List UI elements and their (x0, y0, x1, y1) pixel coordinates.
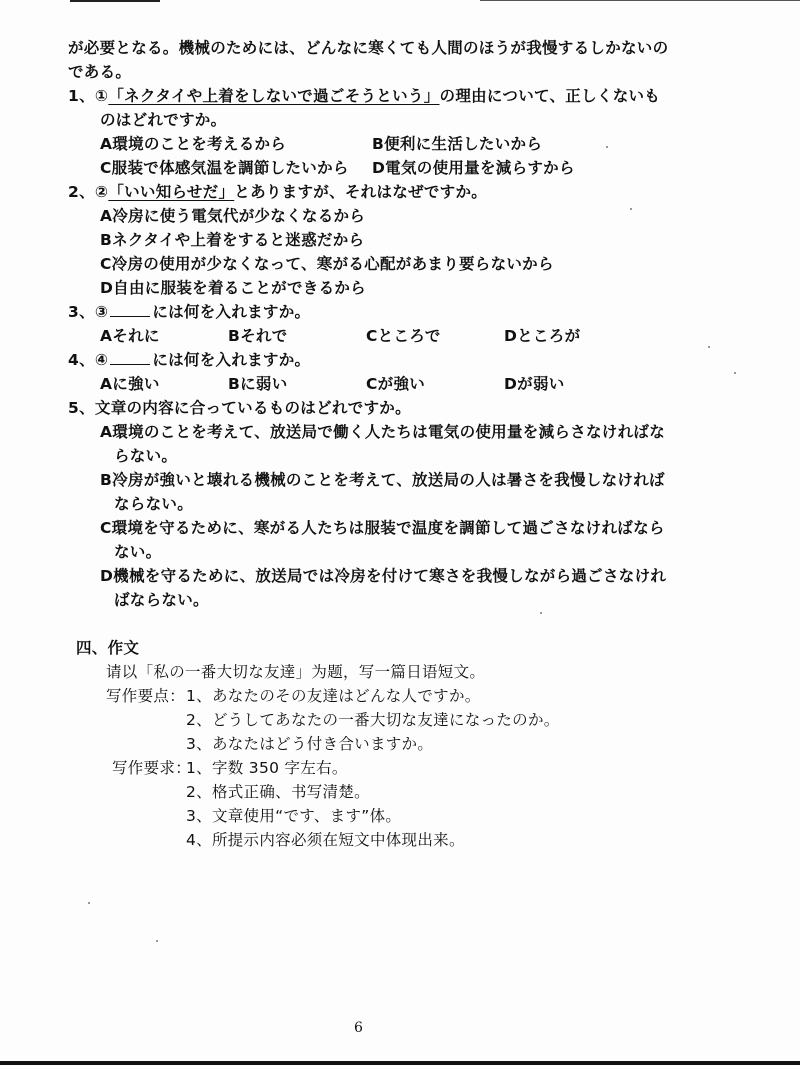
q4-option-d: Dが弱い (504, 375, 565, 393)
point-item: 2、どうしてあなたの一番大切な友達になったのか。 (186, 711, 560, 729)
question-text: には何を入れますか。 (152, 351, 311, 369)
points-label: 写作要点： (106, 687, 186, 705)
q5-option-d-line-1: D機械を守るために、放送局では冷房を付けて寒さを我慢しながら過ごさなけれ (100, 567, 667, 585)
q5-option-d-line-2: ばならない。 (114, 591, 209, 609)
q5-option-c-line-2: ない。 (114, 543, 162, 561)
q5-option-c-line-1: C環境を守るために、寒がる人たちは服装で温度を調節して過ごさなければなら (100, 519, 665, 537)
q5-option-b-line-2: ならない。 (114, 495, 194, 513)
q1-option-d: D電気の使用量を減らすから (372, 159, 575, 177)
intro-line-2: である。 (68, 63, 132, 81)
bottom-rule (0, 1061, 800, 1065)
q2-option-d: D自由に服装を着ることができるから (100, 279, 366, 297)
scan-speck (630, 208, 632, 210)
q2-option-c: C冷房の使用が少なくなって、寒がる心配があまり要らないから (100, 255, 554, 273)
question-number: 1、 (68, 87, 95, 105)
point-item: 3、あなたはどう付き合いますか。 (186, 735, 434, 753)
q3-option-c: Cところで (366, 327, 441, 345)
q1-option-a: A環境のことを考えるから (100, 135, 287, 153)
question-marker: ③ (94, 303, 109, 321)
question-marker: ④ (94, 351, 109, 369)
q3-option-d: Dところが (504, 327, 581, 345)
requirement-item: 3、文章使用“です、ます”体。 (186, 807, 402, 825)
q4-option-c: Cが強い (366, 375, 426, 393)
scan-speck (156, 940, 158, 942)
question-number: 5、 (68, 399, 95, 417)
top-rule (70, 0, 160, 2)
question-text: 文章の内容に合っているものはどれですか。 (94, 399, 411, 417)
q3-option-b: Bそれで (228, 327, 288, 345)
q1-option-b: B便利に生活したいから (372, 135, 543, 153)
question-5 (68, 398, 411, 418)
q3-option-a: Aそれに (100, 327, 160, 345)
q2-option-a: A冷房に使う電気代が少なくなるから (100, 207, 366, 225)
question-quote: 「いい知らせだ」 (108, 183, 235, 201)
question-marker: ① (94, 87, 109, 105)
top-rule-right (480, 0, 800, 1)
answer-blank (110, 302, 150, 317)
section-heading: 四、作文 (76, 639, 140, 657)
q1-option-c: C服装で体感気温を調節したいから (100, 159, 349, 177)
q5-option-a-line-1: A環境のことを考えて、放送局で働く人たちは電気の使用量を減らさなければな (100, 423, 665, 441)
question-quote: 「ネクタイや上着をしないで過ごそうという」 (108, 87, 440, 105)
q4-option-b: Bに弱い (228, 375, 288, 393)
scan-speck (540, 612, 542, 614)
question-number: 4、 (68, 351, 95, 369)
question-number: 2、 (68, 183, 95, 201)
essay-prompt: 请以「私の一番大切な友達」为题，写一篇日语短文。 (106, 663, 486, 681)
requirement-item: 4、所提示内容必须在短文中体现出来。 (186, 831, 465, 849)
intro-line-1: が必要となる。機械のためには、どんなに寒くても人間のほうが我慢するしかないの (68, 39, 669, 57)
scan-speck (606, 146, 608, 148)
scan-speck (88, 902, 90, 904)
point-item: 1、あなたのその友達はどんな人ですか。 (186, 687, 481, 705)
q5-option-b-line-1: B冷房が強いと壊れる機械のことを考えて、放送局の人は暑さを我慢しなければ (100, 471, 665, 489)
question-1 (68, 86, 660, 106)
q5-option-a-line-2: らない。 (114, 447, 178, 465)
answer-blank (110, 350, 150, 365)
question-text: の理由について、正しくないも (439, 87, 661, 105)
question-1-cont: のはどれですか。 (100, 111, 227, 129)
requirements-label: 写作要求： (112, 759, 192, 777)
question-2 (68, 182, 487, 202)
question-4 (68, 350, 310, 370)
question-text: とありますが、それはなぜですか。 (234, 183, 488, 201)
requirement-item: 2、格式正确、书写清楚。 (186, 783, 370, 801)
q4-option-a: Aに強い (100, 375, 160, 393)
question-text: には何を入れますか。 (152, 303, 311, 321)
question-3 (68, 302, 310, 322)
scan-speck (734, 372, 736, 374)
question-number: 3、 (68, 303, 95, 321)
scan-speck (708, 346, 710, 348)
question-marker: ② (94, 183, 109, 201)
q2-option-b: Bネクタイや上着をすると迷惑だから (100, 231, 365, 249)
requirement-item: 1、字数 350 字左右。 (186, 759, 348, 777)
page-number: 6 (354, 1020, 363, 1036)
